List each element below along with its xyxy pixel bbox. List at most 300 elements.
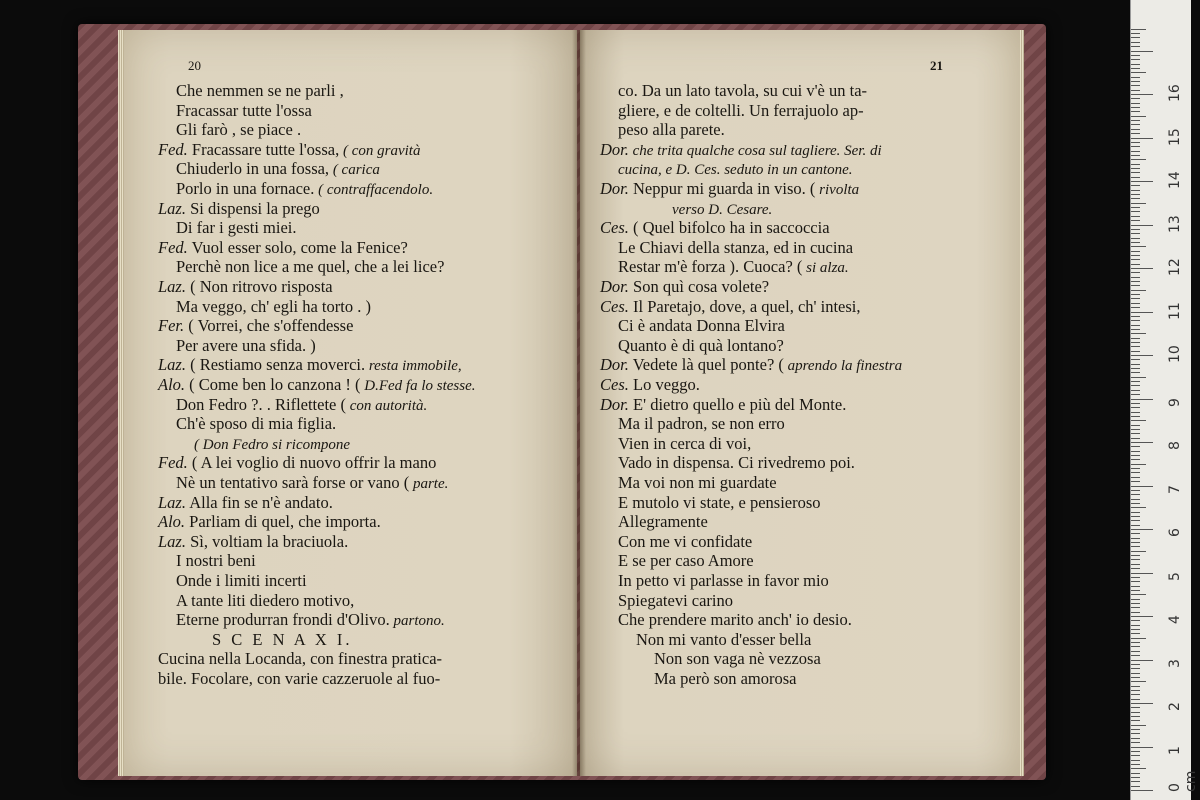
ruler-tick (1131, 142, 1140, 143)
text-line (600, 141, 882, 160)
ruler-tick (1131, 68, 1140, 69)
ruler-tick (1131, 694, 1140, 695)
verse-text: Ma veggo, ch' egli ha torto . ) (176, 296, 371, 316)
verse-text: I nostri beni (176, 551, 256, 571)
ruler-tick (1131, 394, 1140, 395)
text-line (618, 415, 785, 433)
text-line (176, 160, 380, 179)
stage-direction: ( Don Fedro si ricompone (194, 436, 351, 453)
ruler-tick (1131, 51, 1153, 52)
ruler-tick (1131, 751, 1140, 752)
verse-text: Chiuderlo in una fossa, (176, 159, 330, 179)
text-line (618, 611, 852, 629)
verse-text: Restar m'è forza ). Cuoca? ( (618, 257, 803, 277)
ruler-tick (1131, 129, 1140, 130)
ruler-tick (1131, 533, 1140, 534)
ruler-number: 2 (1167, 702, 1183, 711)
ruler-tick (1131, 268, 1153, 269)
ruler-tick (1131, 294, 1140, 295)
ruler-tick (1131, 194, 1140, 195)
ruler-tick (1131, 342, 1140, 343)
text-line (618, 513, 708, 531)
text-line (636, 631, 811, 649)
stage-direction: resta immobile, (365, 358, 462, 375)
text-line (600, 396, 846, 414)
ruler-tick (1131, 464, 1146, 465)
ruler-tick (1131, 277, 1140, 278)
ruler-tick (1131, 120, 1140, 121)
ruler-tick (1131, 359, 1140, 360)
verse-text: peso alla parete. (618, 120, 725, 140)
verse-text: S C E N A X I. (212, 629, 353, 649)
ruler-tick (1131, 451, 1140, 452)
ruler-tick (1131, 594, 1146, 595)
ruler-tick (1131, 603, 1140, 604)
text-line (618, 239, 853, 257)
ruler-tick (1131, 651, 1140, 652)
text-line (176, 474, 448, 493)
ruler-tick (1131, 551, 1146, 552)
text-line (654, 650, 821, 668)
ruler-tick (1131, 668, 1140, 669)
text-line (600, 278, 769, 296)
ruler-tick (1131, 620, 1140, 621)
ruler-tick (1131, 655, 1140, 656)
stage-direction: cucina, e D. Ces. seduto in un cantone. (618, 162, 853, 179)
ruler-tick (1131, 307, 1140, 308)
ruler-tick (1131, 33, 1140, 34)
ruler-tick (1131, 98, 1140, 99)
ruler-tick (1131, 690, 1140, 691)
text-line (618, 160, 853, 179)
ruler-tick (1131, 385, 1140, 386)
verse-text: Don Fedro ?. . Riflettete ( (176, 394, 346, 414)
ruler-number: 8 (1167, 441, 1183, 450)
text-line (672, 200, 772, 219)
ruler-tick (1131, 220, 1140, 221)
text-line (176, 180, 433, 199)
text-line (176, 298, 371, 316)
ruler-tick (1131, 425, 1140, 426)
verse-text: Neppur mi guarda in viso. ( (628, 179, 816, 198)
text-line (158, 454, 436, 472)
ruler-tick (1131, 203, 1146, 204)
ruler-tick (1131, 368, 1140, 369)
ruler-tick (1131, 612, 1140, 613)
verse-text: ( Vorrei, che s'offendesse (184, 316, 354, 336)
right-page (580, 30, 1020, 776)
ruler-number: 14 (1167, 171, 1183, 189)
ruler-tick (1131, 586, 1140, 587)
ruler-tick (1131, 403, 1140, 404)
text-line (158, 533, 348, 551)
ruler-tick (1131, 768, 1146, 769)
ruler-tick (1131, 138, 1153, 139)
speaker-name: Laz. (158, 277, 186, 296)
ruler-tick (1131, 111, 1140, 112)
ruler-tick (1131, 538, 1140, 539)
ruler-tick (1131, 72, 1146, 73)
ruler-tick (1131, 481, 1140, 482)
text-line (158, 376, 476, 395)
ruler-tick (1131, 472, 1140, 473)
page-number: 20 (188, 58, 201, 73)
ruler-tick (1131, 346, 1140, 347)
stage-direction: parte. (409, 476, 449, 492)
text-line (618, 572, 829, 590)
ruler-tick (1131, 381, 1140, 382)
speaker-name: Dor. (600, 394, 629, 414)
verse-text: Sì, voltiam la braciuola. (185, 531, 349, 551)
verse-text: E' dietro quello e più del Monte. (628, 394, 847, 414)
ruler-tick (1131, 185, 1140, 186)
ruler-tick (1131, 233, 1140, 234)
speaker-name: Dor. (600, 139, 629, 159)
ruler-tick (1131, 429, 1140, 430)
ruler-number: 4 (1167, 615, 1183, 624)
ruler-number: 3 (1167, 658, 1183, 668)
verse-text: Ma il padron, se non erro (618, 414, 785, 434)
text-line (176, 121, 301, 139)
verse-text: Allegramente (618, 512, 708, 532)
ruler-tick (1131, 377, 1146, 378)
ruler-number: 12 (1167, 258, 1183, 276)
speaker-name: Fer. (158, 316, 185, 336)
text-line (158, 278, 333, 296)
ruler-tick (1131, 290, 1146, 291)
verse-text: Vedete là quel ponte? ( (628, 355, 784, 375)
verse-text: ( Come ben lo canzona ! ( (185, 375, 361, 394)
ruler-tick (1131, 124, 1140, 125)
ruler-tick (1131, 729, 1140, 730)
ruler-number: 0 cm (1167, 770, 1199, 792)
text-line (600, 219, 830, 237)
verse-text: In petto vi parlasse in favor mio (618, 571, 829, 590)
verse-text: gliere, e de coltelli. Un ferrajuolo ap- (618, 100, 864, 120)
verse-text: Gli farò , se piace . (176, 120, 302, 140)
ruler-tick (1131, 529, 1153, 530)
text-line (618, 474, 777, 492)
stage-direction: si alza. (802, 260, 849, 277)
ruler-number: 15 (1167, 127, 1183, 146)
text-line (618, 552, 754, 570)
verse-text: Nè un tentativo sarà forse or vano ( (176, 473, 410, 492)
ruler-tick (1131, 181, 1153, 182)
ruler-tick (1131, 686, 1140, 687)
ruler-tick (1131, 703, 1153, 704)
ruler-tick (1131, 416, 1140, 417)
ruler-tick (1131, 455, 1140, 456)
ruler-tick (1131, 433, 1140, 434)
ruler-tick (1131, 581, 1140, 582)
ruler-tick (1131, 364, 1140, 365)
stage-direction: ( contraffacendolo. (314, 182, 434, 198)
verse-text: ( Restiamo senza moverci. (185, 355, 366, 375)
verse-text: ( Non ritrovo risposta (185, 277, 333, 296)
stage-direction: con autorità. (346, 397, 428, 414)
stage-direction: D.Fed fa lo stesse. (360, 378, 476, 394)
verse-text: Porlo in una fornace. (176, 179, 315, 198)
text-line (600, 298, 861, 316)
ruler-tick (1131, 438, 1140, 439)
ruler-tick (1131, 520, 1140, 521)
verse-text: Alla fin se n'è andato. (185, 492, 333, 512)
stage-direction: ( carica (329, 162, 380, 179)
ruler-tick (1131, 103, 1140, 104)
ruler-tick (1131, 733, 1140, 734)
ruler-tick (1131, 333, 1146, 334)
verse-text: Non son vaga nè vezzosa (654, 649, 821, 669)
ruler-tick (1131, 133, 1140, 134)
text-line (158, 494, 333, 512)
ruler-tick (1131, 542, 1140, 543)
ruler-tick (1131, 559, 1140, 560)
ruler-tick (1131, 633, 1140, 634)
text-line (176, 415, 336, 433)
text-line (618, 592, 733, 610)
ruler-tick (1131, 555, 1140, 556)
stage-direction: aprendo la finestra (783, 358, 903, 375)
ruler-tick (1131, 285, 1140, 286)
ruler-tick (1131, 320, 1140, 321)
text-line (176, 337, 316, 355)
ruler-tick (1131, 616, 1153, 617)
verse-text: A tante liti diedero motivo, (176, 590, 355, 610)
ruler-tick (1131, 646, 1140, 647)
ruler-number: 11 (1167, 301, 1183, 320)
verse-text: Vuol esser solo, come la Fenice? (187, 237, 408, 257)
ruler-tick (1131, 546, 1140, 547)
ruler-tick (1131, 198, 1140, 199)
ruler-tick (1131, 742, 1140, 743)
ruler-tick (1131, 407, 1140, 408)
ruler-tick (1131, 151, 1140, 152)
ruler-tick (1131, 599, 1140, 600)
speaker-name: Ces. (600, 296, 629, 316)
ruler-tick (1131, 420, 1146, 421)
text-line (600, 180, 859, 199)
text-line (176, 102, 312, 120)
speaker-name: Laz. (158, 198, 186, 218)
ruler-tick (1131, 81, 1140, 82)
ruler-tick (1131, 46, 1140, 47)
text-line (176, 258, 444, 276)
ruler-tick (1131, 312, 1153, 313)
ruler-tick (1131, 786, 1140, 787)
ruler-tick (1131, 638, 1146, 639)
ruler-tick (1131, 673, 1140, 674)
verse-text: E mutolo vi state, e pensieroso (618, 492, 821, 512)
ruler-tick (1131, 459, 1140, 460)
text-line (176, 592, 354, 610)
speaker-name: Dor. (600, 277, 629, 296)
ruler-tick (1131, 577, 1140, 578)
speaker-name: Alo. (158, 375, 186, 394)
text-line (158, 650, 442, 668)
ruler-tick (1131, 177, 1140, 178)
ruler-tick (1131, 660, 1153, 661)
ruler-tick (1131, 216, 1140, 217)
verse-text: Onde i limiti incerti (176, 571, 307, 590)
ruler-tick (1131, 107, 1140, 108)
ruler-tick (1131, 64, 1140, 65)
verse-text: Vado in dispensa. Ci rivedremo poi. (618, 453, 855, 473)
verse-text: Per avere una sfida. ) (176, 335, 316, 355)
text-line (158, 513, 381, 531)
verse-text: Le Chiavi della stanza, ed in cucina (618, 237, 854, 257)
speaker-name: Fed. (158, 139, 188, 159)
ruler-tick (1131, 681, 1146, 682)
speaker-name: Laz. (158, 531, 186, 551)
ruler-tick (1131, 399, 1153, 400)
text-line (618, 494, 821, 512)
ruler-number: 6 (1167, 528, 1183, 537)
verse-text: Non mi vanto d'esser bella (636, 629, 812, 649)
ruler-tick (1131, 85, 1140, 86)
verse-text: Son quì cosa volete? (628, 277, 770, 296)
text-line (176, 396, 427, 415)
ruler-tick (1131, 607, 1140, 608)
stage-direction: che trita qualche cosa sul tagliere. Ser. di (628, 142, 882, 159)
ruler-tick (1131, 777, 1140, 778)
verse-text: Che nemmen se ne parli , (176, 81, 344, 100)
ruler-tick (1131, 155, 1140, 156)
verse-text: Fracassar tutte l'ossa (176, 100, 312, 120)
ruler-tick (1131, 225, 1153, 226)
ruler-tick (1131, 264, 1140, 265)
text-line (176, 219, 297, 237)
ruler-tick (1131, 773, 1140, 774)
ruler-tick (1131, 355, 1153, 356)
ruler-tick (1131, 494, 1140, 495)
ruler-tick (1131, 159, 1146, 160)
text-line (600, 356, 902, 375)
ruler-tick (1131, 516, 1140, 517)
ruler-tick (1131, 486, 1153, 487)
text-line (158, 200, 320, 218)
ruler-number: 16 (1167, 84, 1183, 102)
ruler-tick (1131, 207, 1140, 208)
verse-text: Con me vi confidate (618, 531, 753, 551)
text-line (158, 239, 408, 257)
ruler-tick (1131, 629, 1140, 630)
ruler-tick (1131, 116, 1146, 117)
ruler-tick (1131, 499, 1140, 500)
ruler-tick (1131, 442, 1153, 443)
ruler-tick (1131, 29, 1146, 30)
verse-text: Lo veggo. (628, 375, 700, 394)
verse-text: Spiegatevi carino (618, 590, 734, 610)
ruler-tick (1131, 255, 1140, 256)
ruler-tick (1131, 664, 1140, 665)
ruler-tick (1131, 372, 1140, 373)
ruler-tick (1131, 190, 1140, 191)
ruler-tick (1131, 390, 1140, 391)
verse-text: E se per caso Amore (618, 551, 754, 571)
speaker-name: Dor. (600, 179, 629, 198)
ruler-tick (1131, 468, 1140, 469)
text-line (618, 102, 864, 120)
ruler-tick (1131, 490, 1140, 491)
ruler-tick (1131, 77, 1140, 78)
book-gutter (572, 30, 586, 776)
ruler-tick (1131, 677, 1140, 678)
verse-text: Di far i gesti miei. (176, 218, 297, 238)
text-line (618, 435, 751, 453)
ruler-tick (1131, 94, 1153, 95)
ruler-tick (1131, 707, 1140, 708)
ruler-tick (1131, 242, 1140, 243)
speaker-name: Laz. (158, 492, 186, 512)
ruler-tick (1131, 525, 1140, 526)
text-line (618, 258, 849, 277)
verse-text: Vien in cerca di voi, (618, 433, 752, 453)
text-line (618, 533, 752, 551)
ruler-tick (1131, 259, 1140, 260)
text-line (618, 337, 784, 355)
verse-text: Fracassare tutte l'ossa, (187, 139, 340, 159)
ruler-tick (1131, 146, 1140, 147)
ruler-tick (1131, 338, 1140, 339)
ruler-tick (1131, 59, 1140, 60)
ruler-tick (1131, 590, 1140, 591)
ruler-tick (1131, 477, 1140, 478)
ruler-tick (1131, 298, 1140, 299)
verse-text: Parliam di quel, che importa. (185, 512, 381, 532)
speaker-name: Fed. (158, 237, 188, 257)
verse-text: Eterne produrran frondi d'Olivo. (176, 610, 390, 630)
ruler-number: 10 (1167, 345, 1183, 363)
page-number: 21 (930, 58, 943, 73)
verse-text: Ma però son amorosa (654, 669, 797, 688)
ruler-tick (1131, 238, 1140, 239)
text-line (194, 435, 350, 454)
text-line (600, 376, 700, 394)
ruler-tick (1131, 351, 1140, 352)
ruler-tick (1131, 168, 1140, 169)
ruler-tick (1131, 303, 1140, 304)
ruler-tick (1131, 325, 1140, 326)
ruler-tick (1131, 760, 1140, 761)
ruler-number: 13 (1167, 214, 1183, 233)
text-line (158, 141, 420, 160)
verse-text: Si dispensi la prego (185, 198, 320, 218)
ruler-tick (1131, 503, 1140, 504)
ruler-tick (1131, 512, 1140, 513)
ruler-tick (1131, 42, 1140, 43)
speaker-name: Fed. (158, 453, 188, 473)
left-page (124, 30, 577, 776)
ruler-tick (1131, 725, 1146, 726)
stage-direction: rivolta (815, 182, 860, 198)
ruler-tick (1131, 246, 1146, 247)
ruler-tick (1131, 412, 1140, 413)
ruler-tick (1131, 699, 1140, 700)
speaker-name: Dor. (600, 355, 629, 375)
text-line (618, 121, 725, 139)
text-line (212, 631, 353, 649)
verse-text: bile. Focolare, con varie cazzeruole al fuo- (158, 669, 441, 688)
ruler-tick (1131, 716, 1140, 717)
stage-direction: partono. (389, 613, 445, 630)
ruler-tick (1131, 229, 1140, 230)
ruler-tick (1131, 764, 1140, 765)
ruler-tick (1131, 747, 1153, 748)
text-line (176, 611, 445, 630)
verse-text: co. Da un lato tavola, su cui v'è un ta- (618, 81, 868, 100)
verse-text: Il Paretajo, dove, a quel, ch' intesi, (628, 296, 861, 316)
verse-text: Cucina nella Locanda, con finestra pratica- (158, 649, 443, 669)
